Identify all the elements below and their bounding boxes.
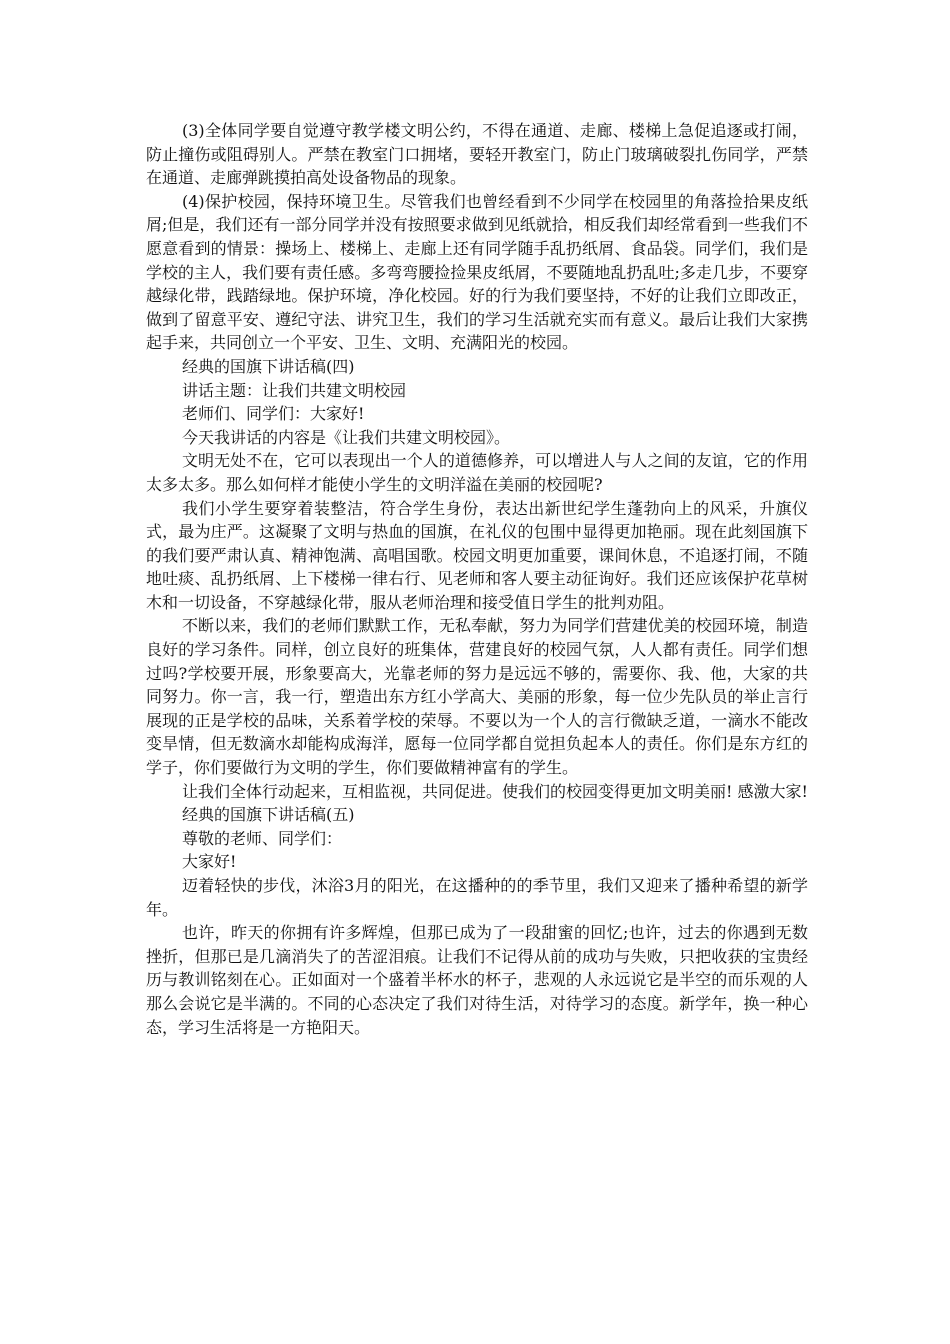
- greeting: 老师们、同学们：大家好!: [182, 404, 365, 424]
- document-body: [146, 119, 808, 1039]
- section-heading-4: 经典的国旗下讲话稿(四): [182, 356, 355, 376]
- paragraph-rule-3: (3)全体同学要自觉遵守教学楼文明公约，不得在通道、走廊、楼梯上急促追逐或打闹，防止撞伤或阻碍别人。严禁在教室门口拥堵，要轻开教室门，防止门玻璃破裂扎伤同学，严禁在通道、走廊弹跳摸拍高处设备物品的现象。: [146, 121, 808, 188]
- paragraph-rule-4: (4)保护校园，保持环境卫生。尽管我们也曾经看到不少同学在校园里的角落捡拾果皮纸屑;但是，我们还有一部分同学并没有按照要求做到见纸就拾，相反我们却经常看到一些我们不愿意看到的情景：操场上、楼梯上、走廊上还有同学随手乱扔纸屑、食品袋。同学们，我们是学校的主人，我们要有责任感。多弯弯腰捡捡果皮纸屑，不要随地乱扔乱吐;多走几步，不要穿越绿化带，践踏绿地。保护环境，净化校园。好的行为我们要坚持，不好的让我们立即改正，做到了留意平安、遵纪守法、讲究卫生，我们的学习生活就充实而有意义。最后让我们大家携起手来，共同创立一个平安、卫生、文明、充满阳光的校园。: [146, 191, 808, 353]
- paragraph: 也许，昨天的你拥有许多辉煌，但那已成为了一段甜蜜的回忆;也许，过去的你遇到无数挫折，但那已是几滴消失了的苦涩泪痕。让我们不记得从前的成功与失败，只把收获的宝贵经历与教训铭刻在心。正如面对一个盛着半杯水的杯子，悲观的人永远说它是半空的而乐观的人那么会说它是半满的。不同的心态决定了我们对待生活，对待学习的态度。新学年，换一种心态，学习生活将是一方艳阳天。: [146, 923, 808, 1037]
- salutation: 尊敬的老师、同学们：: [182, 828, 343, 848]
- paragraph: 让我们全体行动起来，互相监视，共同促进。使我们的校园变得更加文明美丽! 感激大家!: [182, 781, 808, 801]
- speech-topic: 讲话主题：让我们共建文明校园: [182, 380, 407, 400]
- paragraph: 文明无处不在，它可以表现出一个人的道德修养，可以增进人与人之间的友谊，它的作用太多太多。那么如何样才能使小学生的文明洋溢在美丽的校园呢?: [146, 451, 808, 494]
- paragraph: 今天我讲话的内容是《让我们共建文明校园》。: [182, 427, 511, 447]
- section-heading-5: 经典的国旗下讲话稿(五): [182, 805, 355, 825]
- paragraph: 我们小学生要穿着装整洁，符合学生身份，表达出新世纪学生蓬勃向上的风采，升旗仪式，最为庄严。这凝聚了文明与热血的国旗，在礼仪的包围中显得更加艳丽。现在此刻国旗下的我们要严肃认真、精神饱满、高唱国歌。校园文明更加重要，课间休息，不追逐打闹，不随地吐痰、乱扔纸屑、上下楼梯一律右行、见老师和客人要主动征询好。我们还应该保护花草树木和一切设备，不穿越绿化带，服从老师治理和接受值日学生的批判劝阻。: [146, 498, 808, 612]
- paragraph: 不断以来，我们的老师们默默工作，无私奉献，努力为同学们营建优美的校园环境，制造良好的学习条件。同样，创立良好的班集体，营建良好的校园气氛，人人都有责任。同学们想过吗?学校要开展，形象要高大，光靠老师的努力是远远不够的，需要你、我、他，大家的共同努力。你一言，我一行，塑造出东方红小学高大、美丽的形象，每一位少先队员的举止言行展现的正是学校的品味，关系着学校的荣辱。不要以为一个人的言行微缺乏道，一滴水不能改变旱情，但无数滴水却能构成海洋，愿每一位同学都自觉担负起本人的责任。你们是东方红的学子，你们要做行为文明的学生，你们要做精神富有的学生。: [146, 616, 808, 778]
- greeting: 大家好!: [182, 852, 237, 872]
- paragraph: 迈着轻快的步伐，沐浴3月的阳光，在这播种的的季节里，我们又迎来了播种希望的新学年。: [146, 876, 808, 919]
